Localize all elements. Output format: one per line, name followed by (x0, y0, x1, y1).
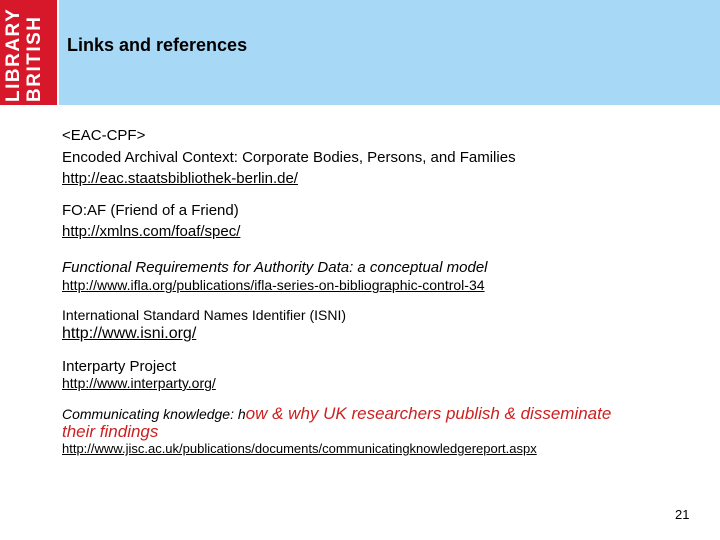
isni-link[interactable]: http://www.isni.org/ (62, 325, 197, 342)
frad-link[interactable]: http://www.ifla.org/publications/ifla-series-on-bibliographic-control-34 (62, 277, 485, 293)
interparty-name: Interparty Project (62, 358, 177, 375)
isni-name: International Standard Names Identifier (ISNI) (62, 307, 347, 323)
interparty-link[interactable]: http://www.interparty.org/ (62, 375, 216, 391)
logo-line-british: BRITISH (24, 15, 45, 102)
eac-tag: <EAC-CPF> (62, 127, 146, 144)
ck-title-line2: their findings (62, 422, 159, 441)
british-library-logo (0, 0, 57, 105)
foaf-name: FO:AF (Friend of a Friend) (62, 202, 239, 219)
eac-name: Encoded Archival Context: Corporate Bodies, Persons, and Families (62, 149, 516, 166)
ck-title-part1: Communicating knowledge: h (62, 406, 246, 422)
ck-link[interactable]: http://www.jisc.ac.uk/publications/documents/communicatingknowledgereport.aspx (62, 441, 537, 456)
page-number: 21 (675, 507, 690, 522)
communicating-knowledge-title (62, 404, 611, 424)
logo-line-library: LIBRARY (3, 7, 24, 102)
ck-title-part2: ow & why UK researchers publish & disseminate (245, 404, 612, 423)
eac-link[interactable]: http://eac.staatsbibliothek-berlin.de/ (62, 170, 298, 187)
frad-name: Functional Requirements for Authority Data: a conceptual model (62, 259, 488, 276)
logo-wordmark (3, 2, 53, 102)
page-title: Links and references (67, 35, 248, 55)
foaf-link[interactable]: http://xmlns.com/foaf/spec/ (62, 223, 241, 240)
